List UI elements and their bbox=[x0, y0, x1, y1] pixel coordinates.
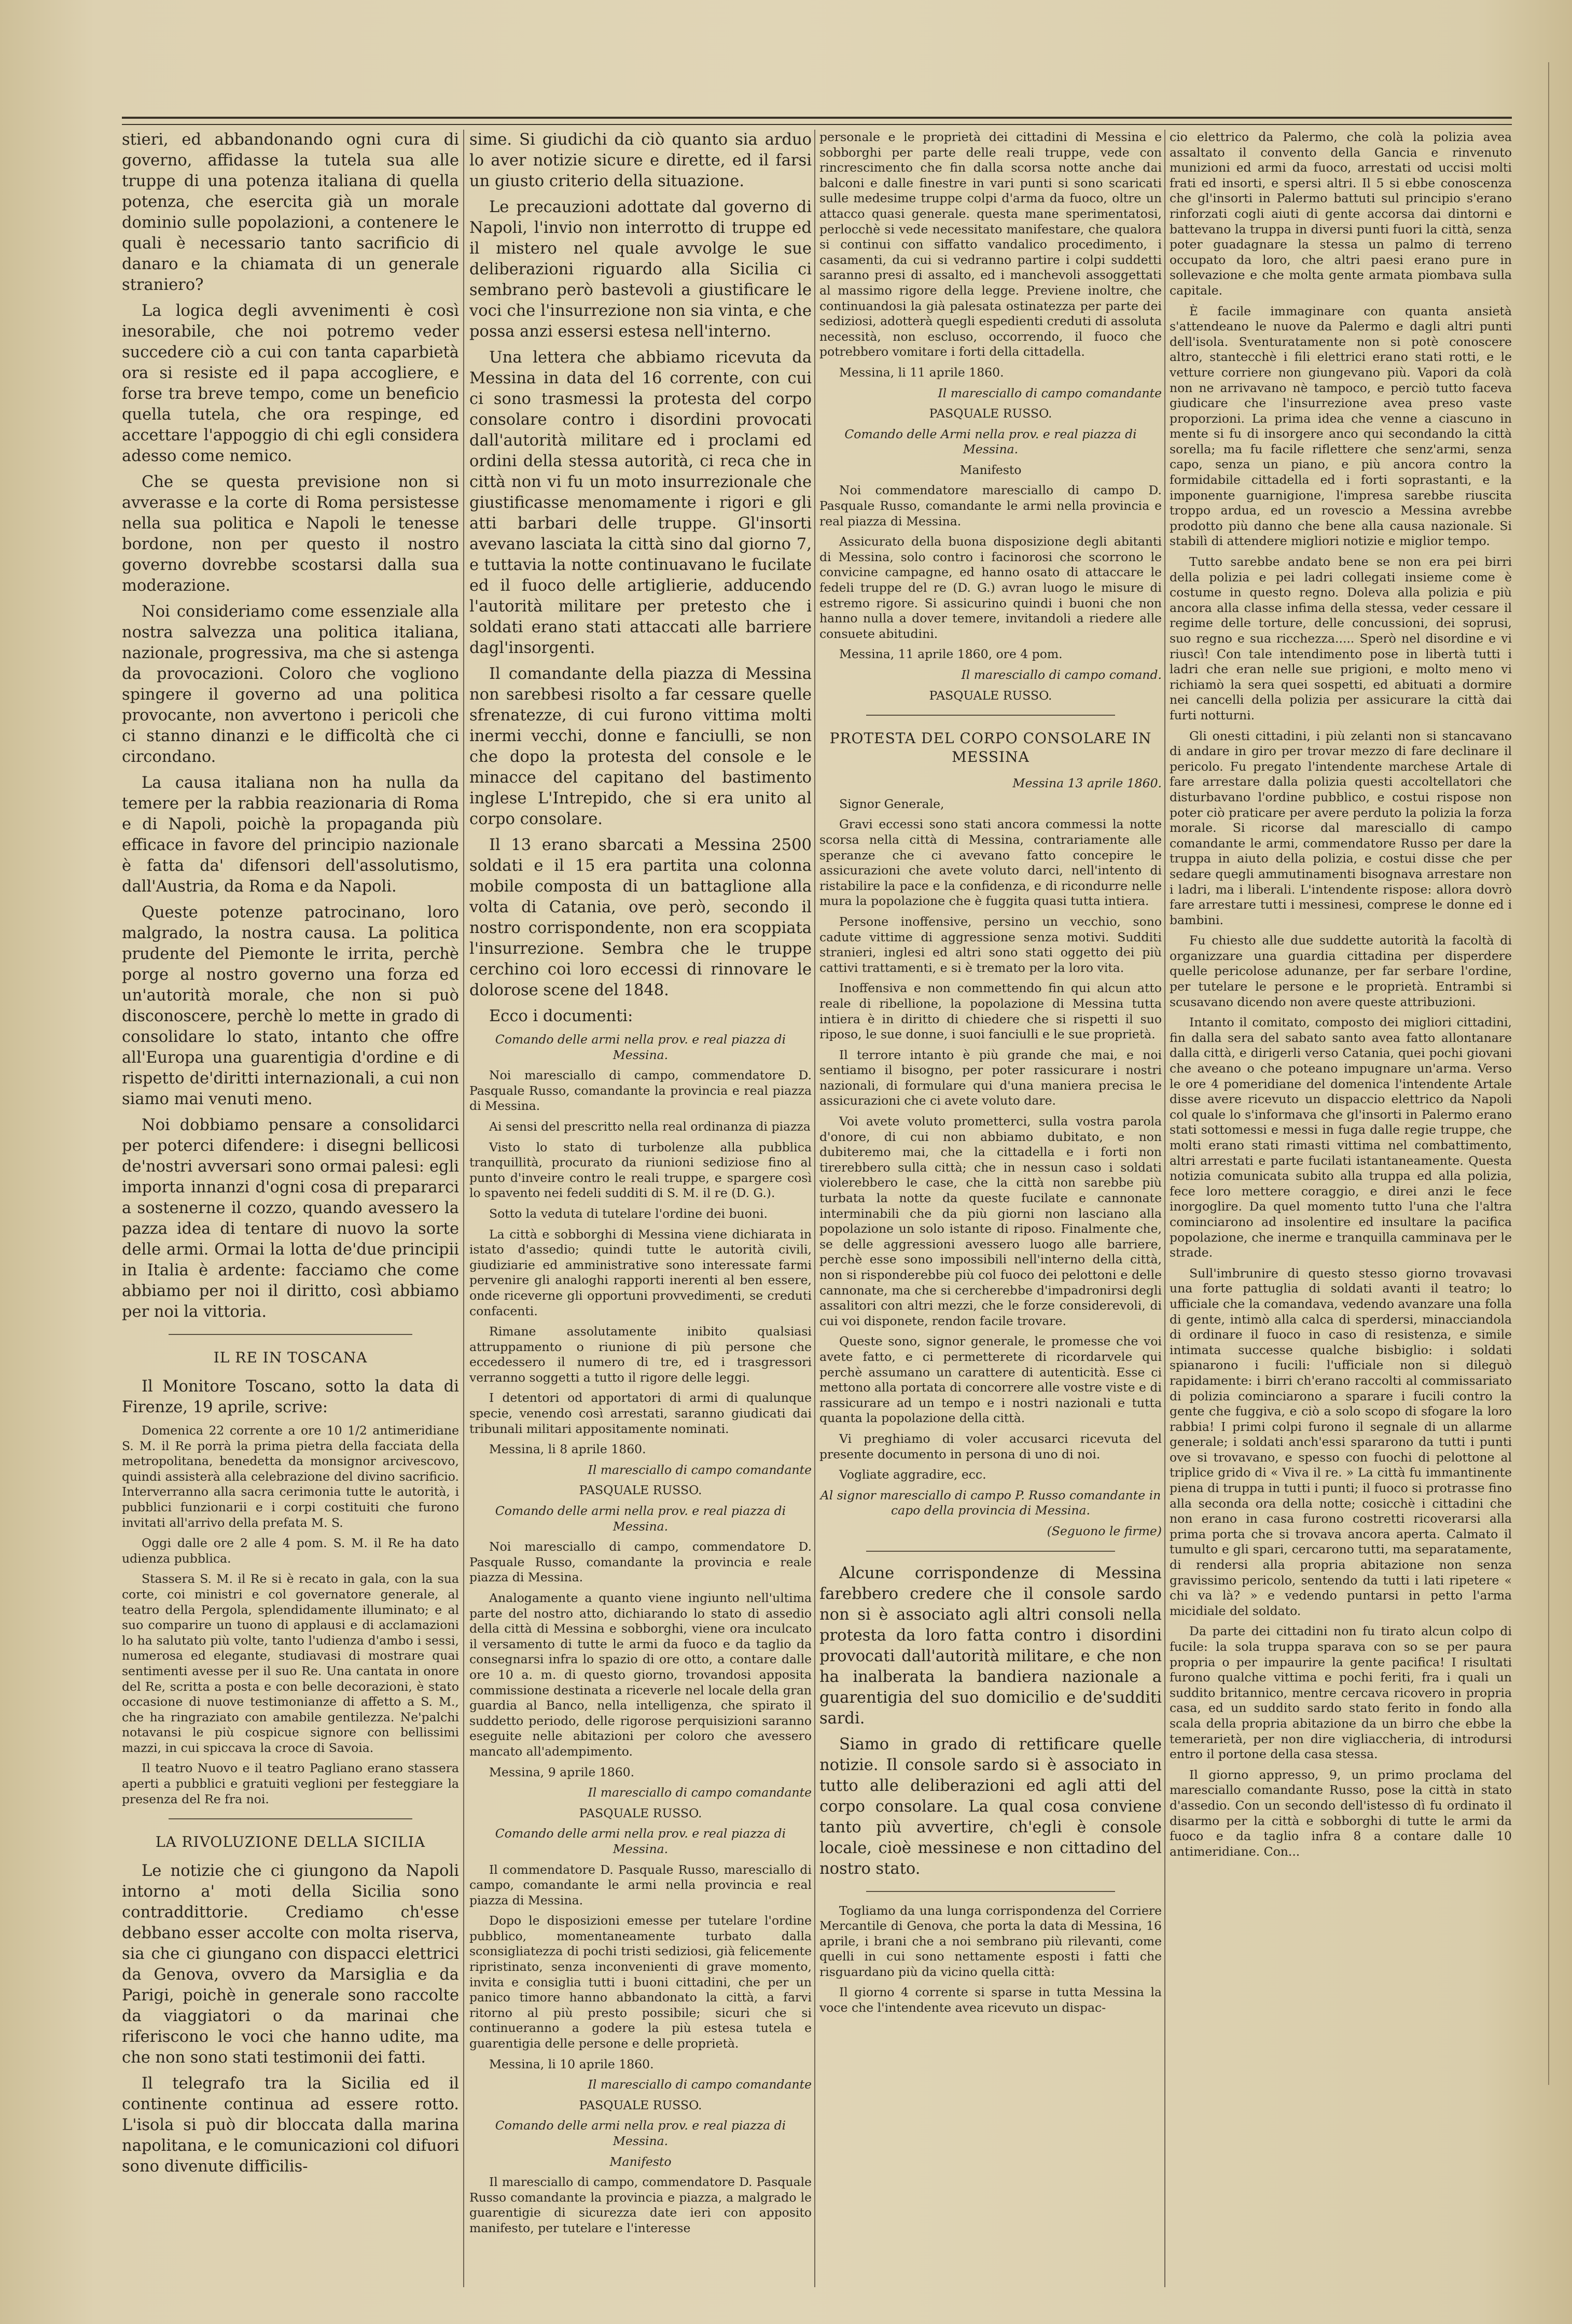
paragraph: Il giorno appresso, 9, un primo proclama del maresciallo comandante Russo, pose la città in stato d'assedio. Con un secondo dell'istesso dì fu ordinato il disarmo per la città e sobborghi di tutte le armi da fuoco e da taglio infra 8 a contare dalle 10 antimeridiane. Con... bbox=[1170, 1767, 1512, 1859]
signature-title: Il maresciallo di campo comandante bbox=[588, 2077, 812, 2092]
column-4 bbox=[1170, 130, 1512, 2287]
paragraph: Rimane assolutamente inibito qualsiasi attruppamento o riunione di più persone che eccedessero il numero di tre, ed i trasgressori verranno soggetti a tutto il rigore delle leggi. bbox=[469, 1324, 812, 1385]
paragraph: Inoffensiva e non commettendo fin qui alcun atto reale di ribellione, la popolazione di Messina tutta intiera è in diritto di chiedere che si rispetti il suo riposo, le sue donne, i suoi fanciulli e le sue proprietà. bbox=[819, 981, 1162, 1042]
column-1 bbox=[122, 130, 459, 2287]
paragraph: Il teatro Nuovo e il teatro Pagliano erano stassera aperti a pubblici e gratuiti veglioni per festeggiare la presenza del Re fra noi. bbox=[122, 1761, 459, 1806]
paragraph: Alcune corrispondenze di Messina farebbero credere che il console sardo non si è associato agli altri consoli nella protesta da loro fatta contro i disordini provocati dall'autorità militare, e che non ha inalberata la bandiera nazionale a guarentigia del suo domicilio e de'sudditi sardi. bbox=[819, 1564, 1162, 1728]
paragraph: Siamo in grado di rettificare quelle notizie. Il console sardo si è associato in tutto alle deliberazioni ed agli atti del corpo consolare. La qual cosa conviene tanto più avvertire, ch'egli è console locale, cioè messinese e non cittadino del nostro stato. bbox=[819, 1735, 1162, 1878]
paragraph: Che se questa previsione non si avverasse e la corte di Roma persistesse nella sua politica e Napoli le tenesse bordone, non per questo il nostro governo dovrebbe scostarsi dalla sua moderazione. bbox=[122, 473, 459, 595]
section-divider bbox=[866, 1551, 1115, 1552]
paragraph: Il comandante della piazza di Messina non sarebbesi risolto a far cessare quelle sfrenatezze, di cui furono vittima molti inermi vecchi, donne e fanciulli, se non che dopo la protesta del console e le minacce del capitano del bastimento inglese L'Intrepido, che si era unito al corpo consolare. bbox=[469, 665, 812, 828]
paragraph: Il maresciallo di campo, commendatore D. Pasquale Russo comandante la provincia e piazza, a malgrado le guarentigie di sicurezza date ieri con apposito manifesto, per tutelare e l'interesse bbox=[469, 2175, 812, 2235]
paragraph: Queste sono, signor generale, le promesse che voi avete fatto, e ci permetterete di ricordarvele qui perchè assumano un carattere di autenticità. Esse ci mettono alla portata di concorrere alle vostre viste e di rassicurare ad un tempo e i nostri nazionali e tutta quanta la popolazione della città. bbox=[819, 1334, 1162, 1426]
signature-title: Il maresciallo di campo comandante bbox=[588, 1785, 812, 1800]
paragraph: Da parte dei cittadini non fu tirato alcun colpo di fucile: la sola truppa sparava con so se per paura propria o per impaurire la gente pacifica! I risultati furono qualche vittima e pochi feriti, fra i quali un suddito britannico, mentre cercava ricovero in propria casa, ed un suddito sardo stato ferito in fondo alla scala della propria abitazione da un birro che ebbe la temerarietà, per non dire vigliaccheria, di introdursi entro il portone della casa stessa. bbox=[1170, 1624, 1512, 1762]
paragraph: Il telegrafo tra la Sicilia ed il continente continua ad essere rotto. L'isola si può dir bloccata dalla marina napolitana, e le comunicazioni col difuori sono divenute difficilis- bbox=[122, 2075, 459, 2176]
signature-name: PASQUALE RUSSO. bbox=[579, 1805, 702, 1820]
signature-title: Il maresciallo di campo comandante bbox=[588, 1462, 812, 1477]
signature-name: PASQUALE RUSSO. bbox=[579, 1483, 702, 1498]
paragraph: Ecco i documenti: bbox=[489, 1007, 633, 1025]
section-heading: IL RE IN TOSCANA bbox=[213, 1349, 368, 1366]
paragraph: Tutto sarebbe andato bene se non era pei birri della polizia e pei ladri collegati insieme come è costume in questo regno. Doleva alla polizia e più ancora alla classe infima della stessa, veder cessare il regime delle torture, delle concussioni, dei soprusi, suo regno e sua ricchezza..... Sperò nel disordine e vi riuscì! Con tale intendimento pose in libertà tutti i ladri che eran nelle sue prigioni, e molto meno vi richiamò la sera quei sospetti, ed abituati a dormire nei cancelli della polizia per assicurare la città dai furti notturni. bbox=[1170, 554, 1512, 722]
column-divider bbox=[814, 130, 815, 2287]
paragraph: La causa italiana non ha nulla da temere per la rabbia reazionaria di Roma e di Napoli, poichè la propaganda più efficace in favore del principio nazionale è fatta da' difensori dell'assolutismo, dall'Austria, da Roma e da Napoli. bbox=[122, 774, 459, 896]
signature-name: PASQUALE RUSSO. bbox=[579, 2097, 702, 2112]
paragraph: Il giorno 4 corrente si sparse in tutta Messina la voce che l'intendente avea ricevuto un dispac- bbox=[819, 1985, 1162, 2015]
paragraph: Sull'imbrunire di questo stesso giorno trovavasi una forte pattuglia di soldati avanti il teatro; lo ufficiale che la comandava, vedendo avanzare una folla di gente, intimò alla calca di sperdersi, minacciandola di ordinare il fuoco in caso di resistenza, e simile intimata successe qualche bisbiglio: i soldati spianarono i fucili: l'ufficiale non si dileguò rapidamente: i birri ch'erano raccolti al commissariato di polizia cominciarono a sparare i fucili contro la gente che fuggiva, e ciò a solo scopo di sfogare la loro rabbia! I primi colpi furono il segnale di un allarme generale; i soldati anch'essi spararono da tutti i punti ove si trovavano, e spesso con fuochi di pelottone al triplice grido di « Viva il re. » La città fu immantinente piena di truppa in tutti i punti; il fuoco si protrasse fino alla seconda ora della notte; cosicchè i cittadini che non erano in casa furono costretti ricoverarsi alla prima porta che si trovava ancora aperta. Calmato il tumulto e gli spari, cercarono tutti, ma separatamente, di rendersi alla propria abitazione non senza gravissimo pericolo, sentendo da tutti i lati ripetere « chi va là? » e vedendo puntarsi in petto l'arma micidiale del soldato. bbox=[1170, 1265, 1512, 1618]
paragraph: Le precauzioni adottate dal governo di Napoli, l'invio non interrotto di truppe ed il mistero nel quale avvolge le sue deliberazioni riguardo alla Sicilia ci sembrano però bastevoli a giustificare le voci che l'insurrezione non sia vinta, e che possa anzi essersi estesa nell'interno. bbox=[469, 198, 812, 341]
paragraph: Vi preghiamo di voler accusarci ricevuta del presente documento in persona di uno di noi. bbox=[819, 1431, 1162, 1462]
paragraph: Fu chiesto alle due suddette autorità la facoltà di organizzare una guardia cittadina per disperdere quelle pericolose adunanze, per far serbare l'ordine, per tutelare le persone e le proprietà. Entrambi si scusavano dicendo non avere queste attribuzioni. bbox=[1170, 933, 1512, 1009]
column-2 bbox=[469, 130, 812, 2287]
column-divider bbox=[463, 130, 464, 2287]
column-divider bbox=[1164, 130, 1165, 2287]
document-heading: Comando delle Armi nella prov. e real piazza di Messina. bbox=[844, 426, 1137, 457]
paragraph: Noi dobbiamo pensare a consolidarci per poterci difendere: i disegni bellicosi de'nostri avversari sono ormai palesi: egli importa innanzi d'ogni cosa di prepararci a sostenerne il cozzo, quando avessero la pazza idea di tentare di nuovo la sorte delle armi. Ormai la lotta de'due principii in Italia è ardente: facciamo che come abbiamo per noi il diritto, così abbiamo per noi la vittoria. bbox=[122, 1116, 459, 1321]
document-heading: Comando delle armi nella prov. e real piazza di Messina. bbox=[495, 2118, 786, 2148]
masthead-rule bbox=[122, 117, 1512, 125]
paragraph: I detentori od apportatori di armi di qualunque specie, venendo così arrestati, saranno giudicati dai tribunali militari appositamente nominati. bbox=[469, 1390, 812, 1436]
section-heading: PROTESTA DEL CORPO CONSOLARE IN MESSINA bbox=[829, 730, 1152, 766]
paragraph: Stassera S. M. il Re si è recato in gala, con la sua corte, coi ministri e col governatore generale, al teatro della Pergola, splendidamente illuminato; e al suo comparire un tuono di applausi e di acclamazioni lo ha salutato più volte, tanto l'udienza d'ambo i sessi, numerosa ed elegante, studiavasi di mostrare quai sentimenti avesse per il suo Re. Una cantata in onore del Re, scritta a posta e con belle decorazioni, è stato occasione di nuove testimonianze di affetto a S. M., che ha ringraziato con amabile gentilezza. Ne'palchi notavansi le più cospicue signore con bellissimi mazzi, in cui spiccava la croce di Savoia. bbox=[122, 1571, 459, 1755]
page-edge-mark bbox=[1548, 62, 1556, 2085]
paragraph: Vogliate aggradire, ecc. bbox=[839, 1467, 986, 1482]
section-divider bbox=[866, 715, 1115, 716]
signature-name: PASQUALE RUSSO. bbox=[929, 688, 1052, 703]
paragraph: Domenica 22 corrente a ore 10 1/2 antimeridiane S. M. il Re porrà la prima pietra della facciata della metropolitana, benedetta da monsignor arcivescovo, quindi assisterà alla celebrazione del divino sacrificio. Interverranno alla sacra cerimonia tutte le autorità, i pubblici funzionarii e i corpi costituiti che furono invitati all'arrivo della prefata M. S. bbox=[122, 1423, 459, 1530]
dateline: Messina, li 10 aprile 1860. bbox=[489, 2056, 654, 2071]
paragraph: personale e le proprietà dei cittadini di Messina e sobborghi per parte delle reali truppe, vede con rincrescimento che fin dalla scorsa notte anche dai balconi e dalle finestre in vari punti si sono scaricati sulle medesime truppe colpi d'arma da fuoco, oltre un attacco quasi generale. questa mane sperimentatosi, perlocchè si vede necessitato manifestare, che qualora si continui con siffatto vandalico procedimento, i casamenti, da cui si vedranno partire i colpi suddetti saranno presi di assalto, ed i manchevoli assoggettati al massimo rigore della legge. Previene inoltre, che continuandosi la già palesata ostinatezza per parte dei sediziosi, adotterà quegli espedienti creduti di assoluta necessità, non escluso, occorrendo, il fuoco che potrebbero vomitare i forti della cittadella. bbox=[819, 130, 1162, 359]
section-divider bbox=[169, 1818, 412, 1819]
paragraph: Il Monitore Toscano, sotto la data di Firenze, 19 aprile, scrive: bbox=[122, 1377, 459, 1416]
paragraph: Oggi dalle ore 2 alle 4 pom. S. M. il Re ha dato udienza pubblica. bbox=[122, 1536, 459, 1566]
paragraph: Assicurato della buona disposizione degli abitanti di Messina, solo contro i facinorosi che scorrono le convicine campagne, ed hanno osato di attaccare le fedeli truppe del re (D. G.) avran luogo le misure di estremo rigore. Si assicurino quindi i buoni che non hanno nulla a dover temere, invitandoli a riedere alle consuete abitudini. bbox=[819, 534, 1162, 641]
document-subheading: Manifesto bbox=[959, 462, 1022, 477]
paragraph: cio elettrico da Palermo, che colà la polizia avea assaltato il convento della Gancia e rinvenuto munizioni ed armi da fuoco, arrestati od uccisi molti frati ed insorti, e spersi altri. Il 5 si ebbe conoscenza che gl'insorti in Palermo battuti sul principio s'erano rinforzati cogli aiuti di gente accorsa dai dintorni e battevano la truppa in diversi punti fuori la città, senza poter guadagnare la stessa un palmo di terreno occupato da loro, che altri paesi erano pure in sollevazione e che molta gente armata piombava sulla capitale. bbox=[1170, 130, 1512, 298]
paragraph: Voi avete voluto prometterci, sulla vostra parola d'onore, di cui non abbiamo dubitato, e non dubiteremo mai, che la cittadella e i forti non tirerebbero sulla città; che in nessun caso i soldati violerebbero le case, che la città non sarebbe più turbata la notte da queste fucilate e cannonate interminabili che da più giorni non lasciano alla popolazione un solo istante di riposo. Finalmente che, se delle aggressioni avessero luogo alle barriere, perchè esse sono impossibili nell'interno della città, non si risponderebbe più col fuoco dei pelottoni e delle cannonate, ma che si cercherebbe d'impadronirsi degli assalitori con altri mezzi, che le forze considerevoli, di cui voi disponete, rendon facile trovare. bbox=[819, 1114, 1162, 1328]
dateline: Messina, li 11 aprile 1860. bbox=[839, 365, 1004, 380]
column-3 bbox=[819, 130, 1162, 2287]
salutation: Signor Generale, bbox=[839, 796, 944, 811]
paragraph: Le notizie che ci giungono da Napoli intorno a' moti della Sicilia sono contraddittorie. Crediamo ch'esse debbano esser accolte con molta riserva, sia che ci giungano con dispacci elettrici da Genova, ovvero da Marsiglia e da Parigi, poichè in generale sono raccolte da viaggiatori o da marinai che riferiscono le voci che hanno udite, ma che non sono stati testimonii dei fatti. bbox=[122, 1862, 459, 2067]
paragraph: La logica degli avvenimenti è così inesorabile, che noi potremo veder succedere ciò a cui con tanta caparbietà ora si resiste ed il papa accogliere, e forse tra breve tempo, come un beneficio quella tutela, che ora respinge, ed accettare l'appoggio di chi egli considera adesso come nemico. bbox=[122, 302, 459, 465]
paragraph: La città e sobborghi di Messina viene dichiarata in istato d'assedio; quindi tutte le autorità civili, giudiziarie ed amministrative sono interessate farmi pervenire gli analoghi rapporti inerenti al ben essere, onde riceverne gli opportuni provvedimenti, se creduti confacenti. bbox=[469, 1227, 812, 1318]
paragraph: È facile immaginare con quanta ansietà s'attendeano le nuove da Palermo e dagli altri punti dell'isola. Sventuratamente non si potè conoscere altro, stantecchè i fili elettrici erano stati rotti, e le vetture corriere non giungevano più. Vapori da colà non ne arrivavano nè tampoco, e perciò tutto faceva giudicare che l'insurrezione avea preso vaste proporzioni. La prima idea che venne a ciascuno in mente si fu di insorgere anco qui secondando la città sorella; ma fu facile riflettere che senz'armi, senza capo, senza un piano, e più ancora contro la formidabile cittadella ed i forti soprastanti, e la imponente guarnigione, l'impresa sarebbe riuscita troppo ardua, ed un rovescio a Messina avrebbe prodotto più danno che bene alla causa nazionale. Si stabilì di attendere migliori notizie e miglior tempo. bbox=[1170, 303, 1512, 549]
paragraph: Noi consideriamo come essenziale alla nostra salvezza una politica italiana, nazionale, progressiva, ma che si astenga da provocazioni. Coloro che vogliono spingere il governo ad una politica provocante, non avvertono i pericoli che ci stanno dinanzi e le difficoltà che ci circondano. bbox=[122, 603, 459, 766]
paragraph: Il 13 erano sbarcati a Messina 2500 soldati e il 15 era partita una colonna mobile composta di un battaglione alla volta di Catania, ove però, secondo il nostro corrispondente, non era scoppiata l'insurrezione. Sembra che le truppe cerchino coi loro eccessi di rinnovare le dolorose scene del 1848. bbox=[469, 836, 812, 999]
paragraph: Intanto il comitato, composto dei migliori cittadini, fin dalla sera del sabato santo avea fatto allontanare dalla città, e dirigerli verso Catania, quei pochi giovani che aveano o che poteano impugnare un'arma. Verso le ore 4 pomeridiane del domenica l'intendente Artale disse avere ricevuto un dispaccio elettrico da Napoli col quale lo s'informava che gl'insorti in Palermo erano stati sottomessi e messi in fuga dalle regie truppe, che molti erano stati rimasti vittima nel combattimento, altri arrestati e parte fucilati istantaneamente. Questa notizia comunicata subito alla truppa ed alla polizia, fece loro mettere coraggio, e direi anzi le fece inorgoglire. Da quel momento tutto l'una che l'altra cominciarono ad insolentire ed insultare la pacifica popolazione, che inerme e tranquilla camminava per le strade. bbox=[1170, 1015, 1512, 1260]
dateline: Messina, 9 aprile 1860. bbox=[489, 1764, 635, 1779]
dateline: Messina, 11 aprile 1860, ore 4 pom. bbox=[839, 647, 1063, 662]
document-heading: Comando delle armi nella prov. e real piazza di Messina. bbox=[495, 1032, 786, 1062]
document-heading: Comando delle armi nella prov. e real piazza di Messina. bbox=[495, 1826, 786, 1856]
paragraph: Sotto la veduta di tutelare l'ordine dei buoni. bbox=[489, 1206, 768, 1221]
section-divider bbox=[866, 1891, 1115, 1892]
paragraph: Noi maresciallo di campo, commendatore D. Pasquale Russo, comandante la provincia e real piazza di Messina. bbox=[469, 1068, 812, 1114]
paragraph: Dopo le disposizioni emesse per tutelare l'ordine pubblico, momentaneamente turbato dalla sconsigliatezza di pochi tristi sediziosi, già felicemente ripristinato, senza inconvenienti di grave momento, invita e consiglia tutti i buoni cittadini, che per un panico timore hanno abbandonato la città, a farvi ritorno al più presto possibile; sicuri che si continueranno a godere la più estesa tutela e guarentigia delle persone e delle proprietà. bbox=[469, 1913, 812, 2051]
signature-title: Il maresciallo di campo comandante bbox=[938, 385, 1162, 400]
paragraph: Analogamente a quanto viene ingiunto nell'ultima parte del nostro atto, dichiarando lo stato di assedio della città di Messina e sobborghi, viene ora inculcato il versamento di tutte le armi da fuoco e da taglio da consegnarsi infra lo spazio di ore otto, a contare dalle ore 10 a. m. di questo giorno, trovandosi apposita commissione destinata a riceverle nel locale della gran guardia al Banco, nella intelligenza, che spirato il suddetto periodo, delle rigorose perquisizioni saranno eseguite nelle abitazioni per coloro che avessero mancato all'adempimento. bbox=[469, 1591, 812, 1759]
dateline: Messina, li 8 aprile 1860. bbox=[489, 1442, 646, 1457]
paragraph: Il terrore intanto è più grande che mai, e noi sentiamo il bisogno, per poter rassicurare i nostri nazionali, di formulare qui d'una maniera precisa le assicurazioni che ci avete voluto dare. bbox=[819, 1047, 1162, 1108]
paragraph: sime. Si giudichi da ciò quanto sia arduo lo aver notizie sicure e dirette, ed il farsi un giusto criterio della situazione. bbox=[469, 131, 812, 190]
paragraph: Queste potenze patrocinano, loro malgrado, la nostra causa. La politica prudente del Piemonte le irrita, perchè porge al nostro governo una forza ed un'autorità morale, che non si può disconoscere, perchè lo mette in grado di consolidare lo stato, intanto che offre all'Europa una guarentigia d'ordine e di rispetto de'diritti internazionali, a cui non siamo mai venuti meno. bbox=[122, 903, 459, 1108]
paragraph: Noi maresciallo di campo, commendatore D. Pasquale Russo, comandante la provincia e reale piazza di Messina. bbox=[469, 1539, 812, 1585]
section-divider bbox=[169, 1334, 412, 1335]
signature-title: Il maresciallo di campo comand. bbox=[961, 667, 1162, 682]
paragraph: Una lettera che abbiamo ricevuta da Messina in data del 16 corrente, con cui ci sono trasmessi la protesta del corpo consolare contro i disordini provocati dall'autorità militare ed i proclami ed ordini della stessa autorità, ci reca che in città non vi fu un moto insurrezionale che giustificasse menomamente i rigori e gli atti barbari delle truppe. Gl'insorti avevano lasciata la città sino dal giorno 7, e tuttavia la notte continuavano le fucilate ed il fuoco delle artiglierie, adducendo l'autorità militare per pretesto che i soldati erano stati attaccati alle barriere dagl'insorgenti. bbox=[469, 349, 812, 657]
paragraph: Il commendatore D. Pasquale Russo, maresciallo di campo, comandante le armi nella provincia e real piazza di Messina. bbox=[469, 1862, 812, 1908]
signatures-note: (Seguono le firme) bbox=[1047, 1523, 1162, 1538]
paragraph: Visto lo stato di turbolenze alla pubblica tranquillità, procurato da riunioni sediziose fino al punto d'inveire contro le reali truppe, e spargere così lo spavento nei fedeli sudditi di S. M. il re (D. G.). bbox=[469, 1139, 812, 1201]
paragraph: Togliamo da una lunga corrispondenza del Corriere Mercantile di Genova, che porta la data di Messina, 16 aprile, i brani che a noi sembrano più rilevanti, come quelli in cui sono nettamente esposti i fatti che risguardano più da vicino quella città: bbox=[819, 1903, 1162, 1979]
signature-name: PASQUALE RUSSO. bbox=[929, 406, 1052, 421]
document-subheading: Manifesto bbox=[609, 2154, 672, 2169]
paragraph: Persone inoffensive, persino un vecchio, sono cadute vittime di aggressione senza motivi. Sudditi stranieri, inglesi ed altri sono stati oggetto dei più cattivi trattamenti, e si è tremato per la loro vita. bbox=[819, 914, 1162, 975]
addressee: Al signor maresciallo di campo P. Russo comandante in capo della provincia di Messina. bbox=[820, 1487, 1161, 1518]
paragraph: Ai sensi del prescritto nella real ordinanza di piazza bbox=[489, 1119, 811, 1134]
paragraph: Gravi eccessi sono stati ancora commessi la notte scorsa nella città di Messina, contrariamente alle speranze che ci avevano fatto concepire le assicurazioni che avete voluto darci, nell'intento di ristabilire la pace e la confidenza, e di ricondurre nelle mura la popolazione che è fuggita quasi tutta intiera. bbox=[819, 817, 1162, 909]
paragraph: Noi commendatore maresciallo di campo D. Pasquale Russo, comandante le armi nella provincia e real piazza di Messina. bbox=[819, 483, 1162, 528]
dateline: Messina 13 aprile 1860. bbox=[1012, 776, 1162, 791]
section-heading: LA RIVOLUZIONE DELLA SICILIA bbox=[155, 1833, 426, 1851]
document-heading: Comando delle armi nella prov. e real piazza di Messina. bbox=[495, 1504, 786, 1534]
paragraph: Gli onesti cittadini, i più zelanti non si stancavano di andare in giro per trovar mezzo di fare declinare il pericolo. Fu pregato l'intendente marchese Artale di fare arrestare dalla polizia questi accoltellatori che disturbavano l'ordine pubblico, e costui rispose non poter ciò praticare per avere perduto la polizia la forza morale. Si ricorse dal maresciallo di campo comandante le armi, commendatore Russo per dare la truppa in aiuto della polizia, e costui disse che per sedare quegli ammutinamenti bisognava arrestare non i ladri, ma i liberali. L'intendente rispose: allora dovrò fare arrestare tutti i messinesi, comprese le donne ed i bambini. bbox=[1170, 728, 1512, 927]
paragraph: stieri, ed abbandonando ogni cura di governo, affidasse la tutela sua alle truppe di una potenza italiana di quella potenza, che esercita già un morale dominio sulle popolazioni, a contenere le quali è necessario tanto sacrificio di danaro e la chiamata di un generale straniero? bbox=[122, 131, 459, 294]
